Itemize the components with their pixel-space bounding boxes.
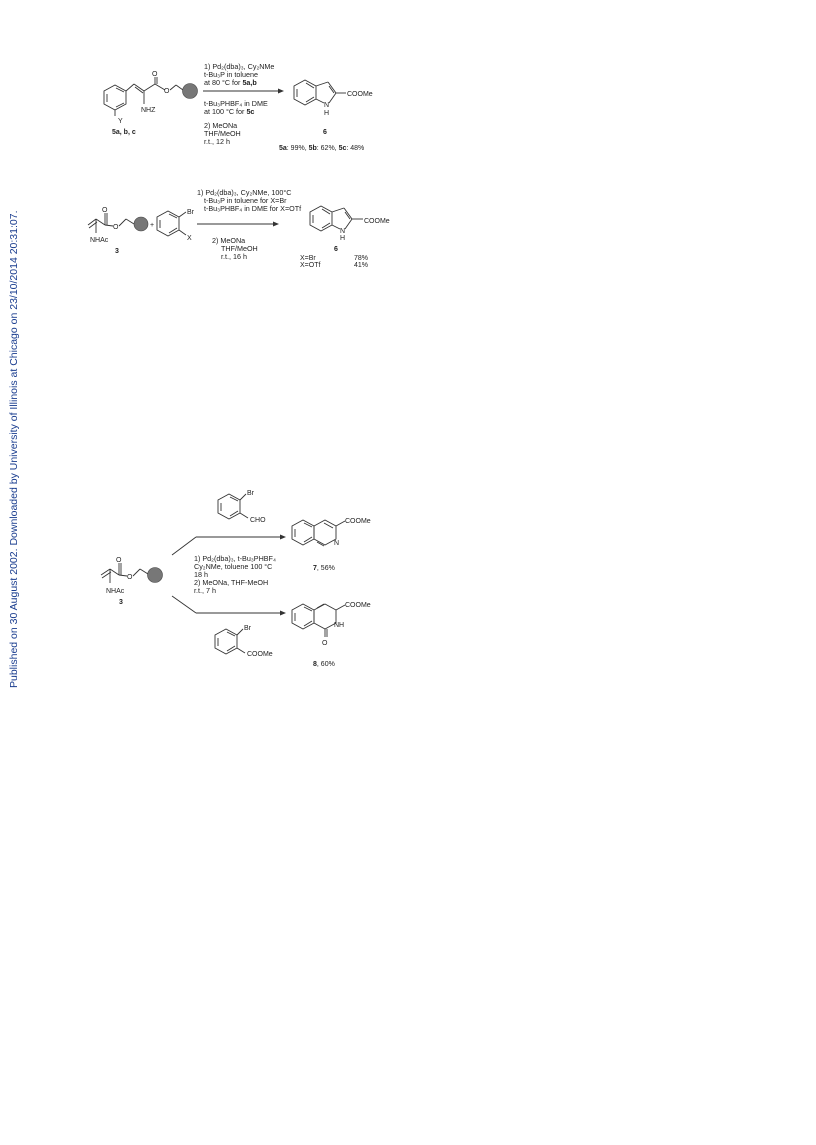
sm3b-nhac: NHAc — [106, 588, 125, 595]
p8-o: O — [322, 640, 328, 647]
top-aldehyde-structure — [218, 494, 248, 519]
cond2-line2: THF/MeOH — [204, 129, 241, 138]
s2-cond1-line1: 1) Pd₂(dba)₃, Cy₂NMe, 100°C — [197, 188, 292, 197]
scheme-2 — [0, 185, 816, 285]
sm3-nhac: NHAc — [90, 237, 109, 244]
sm-3-structure — [88, 213, 134, 233]
product-6b-label: 6 — [334, 246, 338, 253]
p7-coome: COOMe — [345, 518, 371, 525]
cond1-line5: at 100 °C for 5c — [204, 107, 255, 116]
bottom-ester-structure — [215, 629, 245, 654]
product-6b-h: H — [340, 235, 346, 242]
sm3b-label: 3 — [119, 599, 123, 606]
s2-cond2-line2: THF/MeOH — [221, 244, 258, 253]
arrowhead — [278, 89, 284, 94]
sm-o-ester: O — [164, 88, 170, 95]
top-br: Br — [247, 490, 254, 497]
cond1-line2: t-Bu₃P in toluene — [204, 70, 258, 79]
lower-arrowhead — [280, 611, 286, 616]
cond2-line1: 2) MeONa — [204, 121, 238, 130]
sm-o-carbonyl: O — [152, 71, 158, 78]
aryl-x: X — [187, 235, 192, 242]
s3-cond-line4: 2) MeONa, THF-MeOH — [194, 578, 269, 587]
s3-cond-line3: 18 h — [194, 570, 208, 579]
sm3-o-ester: O — [113, 224, 119, 231]
product-6-label: 6 — [323, 129, 327, 136]
sm-label-5abc: 5a, b, c — [112, 129, 136, 136]
p8-label: 8, 60% — [313, 661, 335, 668]
product-6b-n: N — [340, 228, 346, 235]
resin-bead-3 — [148, 568, 163, 583]
product-6-structure — [294, 80, 346, 105]
bottom-coome: COOMe — [247, 651, 273, 658]
s2-cond2-line1: 2) MeONa — [212, 236, 246, 245]
product-6-n: N — [324, 102, 330, 109]
product-6-h: H — [324, 110, 330, 117]
s2-cond2-line3: r.t., 16 h — [221, 252, 247, 261]
product-6b-structure — [310, 206, 363, 231]
s3-cond-line5: r.t., 7 h — [194, 586, 216, 595]
s2-cond1-line3: t-Bu₃PHBF₄ in DME for X=OTf — [204, 204, 302, 213]
product-6b-coome: COOMe — [364, 218, 390, 225]
yields-5abc: 5a: 99%, 5b: 62%, 5c: 48% — [279, 145, 365, 152]
s2-cond1-line2: t-Bu₃P in toluene for X=Br — [204, 196, 287, 205]
sm-nhz: NHZ — [141, 107, 156, 114]
sm3b-structure — [101, 563, 148, 583]
cond1-line4: t-Bu₃PHBF₄ in DME — [204, 99, 268, 108]
aryl-halide-structure — [157, 211, 186, 236]
arrowhead-2 — [273, 222, 279, 227]
aryl-br: Br — [187, 209, 194, 216]
yield-row2-val: 41% — [354, 262, 369, 269]
upper-arrowhead — [280, 535, 286, 540]
top-cho: CHO — [250, 517, 266, 524]
yield-row2-x: X=OTf — [300, 262, 321, 269]
sm3-o-carbonyl: O — [102, 207, 108, 214]
cond2-line3: r.t., 12 h — [204, 137, 230, 146]
p8-nh: NH — [334, 622, 345, 629]
cond1-line1: 1) Pd₂(dba)₃, Cy₂NMe — [204, 62, 275, 71]
yield-row1-x: X=Br — [300, 255, 316, 262]
p7-n: N — [334, 540, 340, 547]
yield-row1-val: 78% — [354, 255, 369, 262]
plus-sign: + — [150, 222, 155, 229]
p8-coome: COOMe — [345, 602, 371, 609]
s3-cond-line2: Cy₂NMe, toluene 100 °C — [194, 562, 273, 571]
resin-bead — [183, 84, 198, 99]
lower-branch-line — [172, 596, 196, 613]
s3-cond-line1: 1) Pd₂(dba)₃, t-Bu₃PHBF₄ — [194, 554, 276, 563]
resin-bead-2 — [134, 217, 148, 231]
publication-stamp: Published on 30 August 2002. Downloaded by University of Illinois at Chicago on 23/10/2014 20:31:07. — [8, 210, 20, 688]
p7-label: 7, 56% — [313, 565, 335, 572]
product-8-structure — [292, 604, 345, 637]
bottom-br: Br — [244, 625, 251, 632]
sm3-label: 3 — [115, 248, 119, 255]
sm3b-o-ester: O — [127, 574, 133, 581]
sm3b-o-carbonyl: O — [116, 557, 122, 564]
scheme-3 — [0, 480, 816, 670]
upper-branch-line — [172, 537, 196, 555]
cond1-line3: at 80 °C for 5a,b — [204, 78, 257, 87]
product-6-coome: COOMe — [347, 91, 373, 98]
sm-y: Y — [118, 118, 123, 125]
